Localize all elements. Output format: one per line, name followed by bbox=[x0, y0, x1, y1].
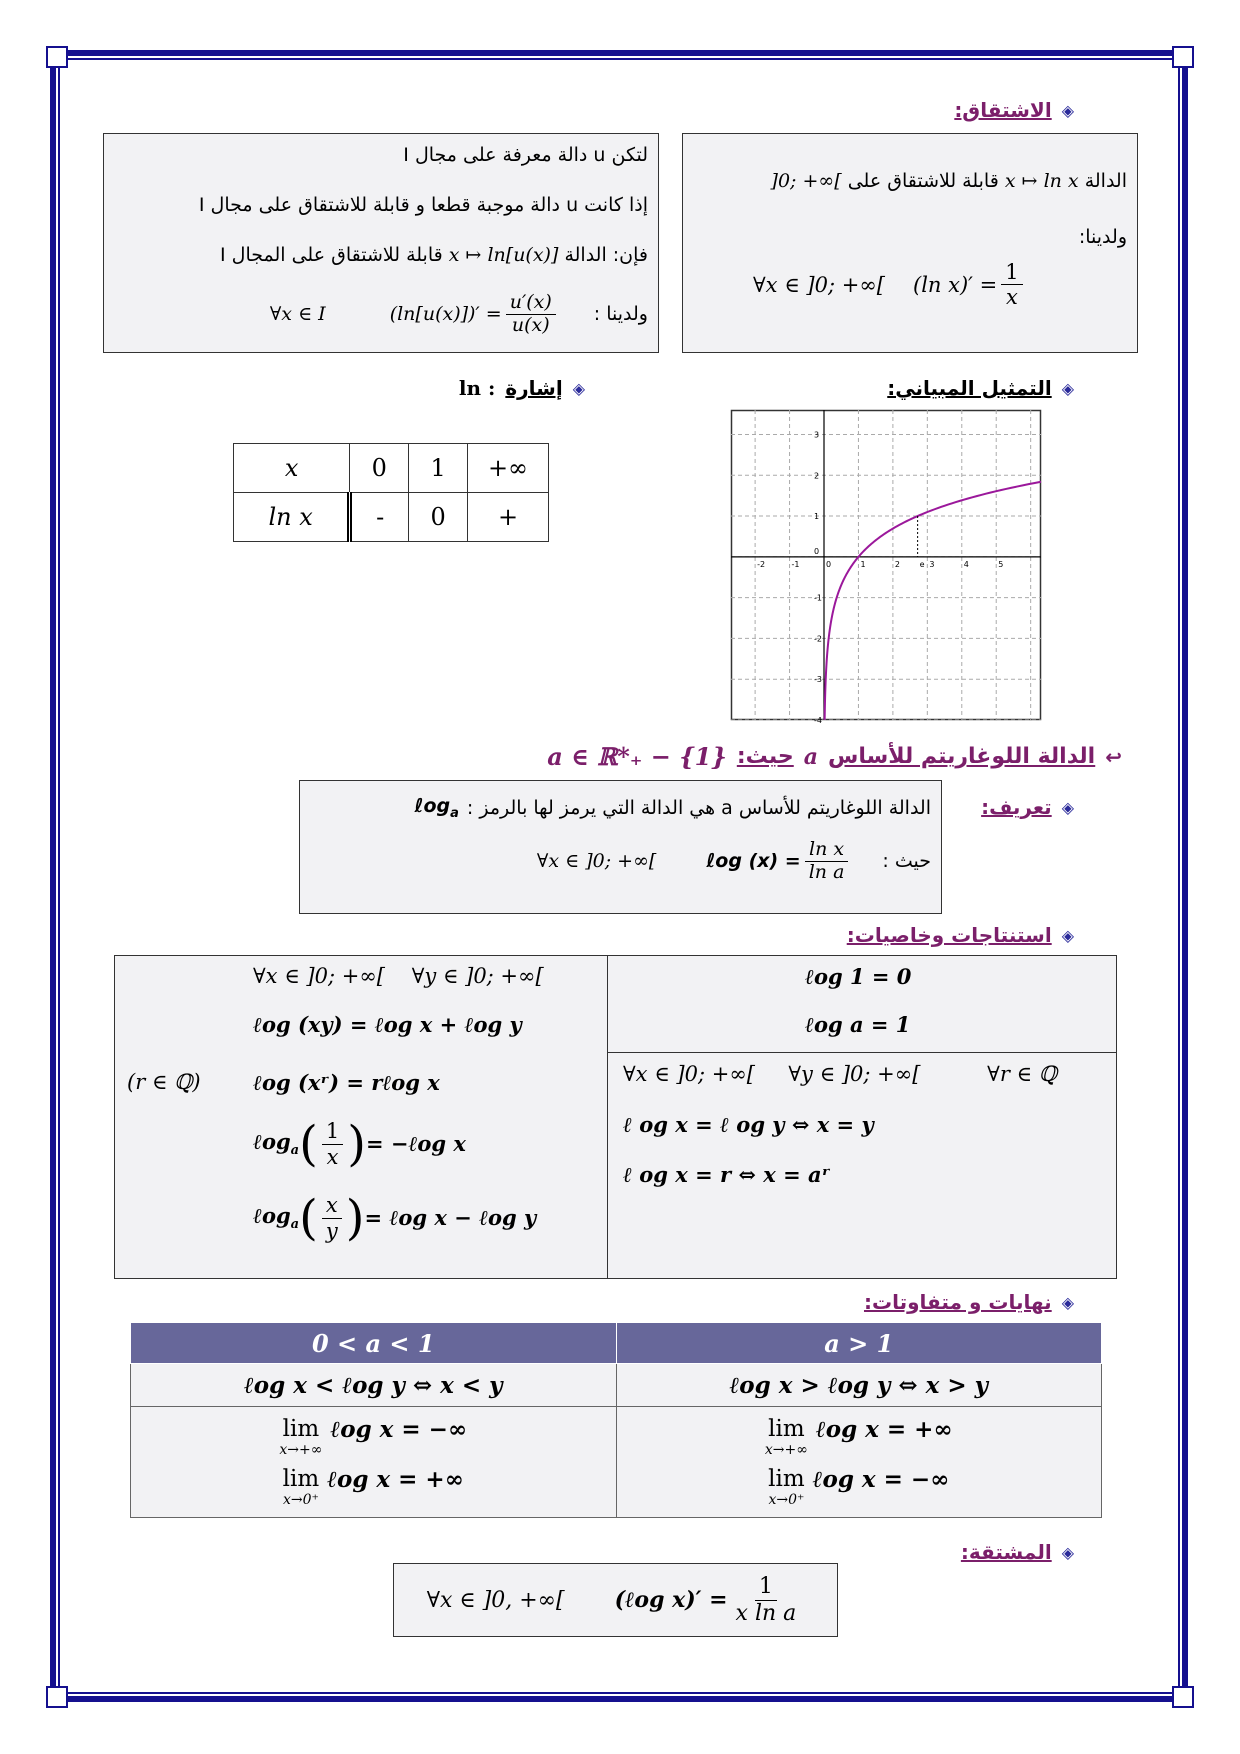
diamond-bullet-icon: ◈ bbox=[1061, 797, 1074, 817]
corner-ornament bbox=[46, 46, 68, 68]
fraction: $\frac{\text{ln x}}{\text{ln a}}$ bbox=[805, 839, 849, 884]
sign-table-row: ln x - 0 + bbox=[234, 493, 549, 542]
section-heading-log-base: ↩ الدالة اللوغاريتم للأساس a حيث: a ∈ ℝ*₊ − {1} bbox=[547, 742, 1122, 771]
prop-log-quotient: ℓog$_a$ ( $\frac{x}{y}$ ) = ℓog x − ℓog y bbox=[253, 1190, 537, 1246]
corner-ornament bbox=[1172, 46, 1194, 68]
y-tick-label: -2 bbox=[814, 634, 822, 644]
diamond-bullet-icon: ◈ bbox=[1061, 925, 1074, 945]
prop-quantifiers-right: ∀x ∈ ]0; +∞[ ∀y ∈ ]0; +∞[ ∀r ∈ ℚ bbox=[623, 1062, 1058, 1086]
fraction: $\frac{1}{\text{x ln a}}$ bbox=[735, 1574, 797, 1626]
definition-line2: حيث : ℓog (x) = $\frac{\text{ln x}}{\text{ln a}}$ ∀x ∈ ]0; +∞[ bbox=[536, 838, 931, 883]
prop-log-inverse: ℓog$_a$ ( $\frac{1}{x}$ ) = −ℓog x bbox=[253, 1116, 466, 1172]
fraction: $\frac{x}{y}$ bbox=[322, 1193, 342, 1242]
properties-box bbox=[114, 955, 1117, 1279]
derivative-ln-formula: ∀x ∈ ]0; +∞[ (ln x)′ = $\frac{1}{x}$ bbox=[753, 260, 1027, 309]
properties-divider bbox=[607, 1052, 1116, 1053]
x-tick-label: 2 bbox=[894, 559, 900, 569]
limits-table bbox=[130, 1322, 1102, 1518]
section-heading-sign: ◈ إشارة ln : bbox=[458, 376, 585, 400]
x-tick-label: 3 bbox=[929, 559, 935, 569]
x-tick-label: e bbox=[919, 559, 925, 569]
lnu-line1: لتكن u دالة معرفة على مجال I bbox=[403, 144, 648, 166]
properties-divider bbox=[607, 956, 608, 1278]
y-tick-label: -3 bbox=[814, 675, 822, 685]
y-tick-label: 3 bbox=[814, 430, 820, 440]
fraction: $\frac{1}{x}$ bbox=[1001, 260, 1022, 309]
diamond-bullet-icon: ◈ bbox=[1061, 1542, 1074, 1562]
fraction: $\frac{1}{x}$ bbox=[322, 1119, 343, 1168]
section-heading-definition: ◈ تعريف: bbox=[981, 795, 1074, 819]
corner-ornament bbox=[1172, 1686, 1194, 1708]
log-derivative-box: ∀x ∈ ]0, +∞[ (ℓog x)′ = $\frac{1}{\text{x ln a}}$ bbox=[393, 1563, 838, 1637]
y-tick-label: 2 bbox=[814, 471, 820, 481]
lnu-line3: فإن: الدالة x ↦ ln[u(x)] قابلة للاشتقاق على المجال I bbox=[220, 244, 648, 266]
derivative-ln-line2: ولدينا: bbox=[1078, 226, 1127, 248]
diamond-bullet-icon: ◈ bbox=[572, 378, 585, 398]
derivative-lnu-box bbox=[103, 133, 659, 353]
limits-table-row: ℓog x < ℓog y ⇔ x < y ℓog x > ℓog y ⇔ x > y bbox=[131, 1364, 1102, 1407]
graph-frame bbox=[732, 411, 1041, 720]
limits-table-row: lim x→+∞ ℓog x = −∞ lim x→0⁺ ℓog x = +∞ lim x→+∞ ℓog x = +∞ lim x→0⁺ ℓog x = −∞ bbox=[131, 1407, 1102, 1518]
section-heading-derivative: ◈ الاشتقاق: bbox=[954, 98, 1074, 122]
lnu-line2: إذا كانت u دالة موجبة قطعا و قابلة للاشتقاق على مجال I bbox=[198, 194, 648, 216]
prop-quantifiers-left: ∀x ∈ ]0; +∞[ ∀y ∈ ]0; +∞[ bbox=[253, 964, 544, 988]
y-tick-label: 0 bbox=[814, 546, 820, 556]
prop-log-a: ℓog a = 1 bbox=[805, 1012, 911, 1037]
x-tick-label: 1 bbox=[860, 559, 866, 569]
prop-log-power: ℓog (xʳ) = rℓog x bbox=[253, 1070, 440, 1095]
definition-box bbox=[299, 780, 942, 914]
limits-table-header: 0 < a < 1 a > 1 bbox=[131, 1323, 1102, 1364]
x-tick-label: 4 bbox=[963, 559, 969, 569]
fraction: $\frac{u'(x)}{u(x)}$ bbox=[506, 292, 556, 337]
arrow-icon: ↩ bbox=[1105, 744, 1122, 769]
x-tick-label: -1 bbox=[791, 559, 800, 569]
sign-table bbox=[233, 443, 549, 542]
section-heading-derivative-final: ◈ المشتقة: bbox=[960, 1540, 1074, 1564]
sign-table-header: x 0 1 +∞ bbox=[234, 444, 549, 493]
diamond-bullet-icon: ◈ bbox=[1061, 100, 1074, 120]
prop-log-equals-r: ℓ og x = r ⇔ x = aʳ bbox=[623, 1162, 831, 1187]
ln-graph bbox=[731, 410, 1041, 725]
derivative-ln-line1: الدالة x ↦ ln x قابلة للاشتقاق على ]0; +∞[ bbox=[770, 170, 1127, 192]
definition-line1: الدالة اللوغاريتم للأساس a هي الدالة التي يرمز لها بالرمز : ℓog$_a$ bbox=[414, 795, 931, 821]
section-heading-graph: ◈ التمثيل المبياني: bbox=[887, 376, 1074, 400]
prop-log-product: ℓog (xy) = ℓog x + ℓog y bbox=[253, 1012, 522, 1037]
diamond-bullet-icon: ◈ bbox=[1061, 378, 1074, 398]
prop-log-1: ℓog 1 = 0 bbox=[805, 964, 912, 989]
prop-log-injective: ℓ og x = ℓ og y ⇔ x = y bbox=[623, 1112, 874, 1137]
y-tick-label: -1 bbox=[814, 593, 822, 603]
diamond-bullet-icon: ◈ bbox=[1061, 1292, 1074, 1312]
section-heading-properties: ◈ استنتاجات وخاصيات: bbox=[846, 923, 1074, 947]
prop-r-condition: (r ∈ ℚ) bbox=[127, 1070, 201, 1094]
x-tick-label: -2 bbox=[757, 559, 766, 569]
lnu-line4: ولدينا : (ln[u(x)])′ = $\frac{u'(x)}{u(x)}$ ∀x ∈ I bbox=[269, 291, 648, 336]
derivative-ln-box bbox=[682, 133, 1138, 353]
section-heading-limits: ◈ نهايات و متفاوتات: bbox=[863, 1290, 1074, 1314]
y-tick-label: 1 bbox=[814, 512, 820, 522]
y-tick-label: -4 bbox=[814, 716, 822, 725]
x-tick-label: 0 bbox=[826, 559, 832, 569]
corner-ornament bbox=[46, 1686, 68, 1708]
x-tick-label: 5 bbox=[998, 559, 1004, 569]
